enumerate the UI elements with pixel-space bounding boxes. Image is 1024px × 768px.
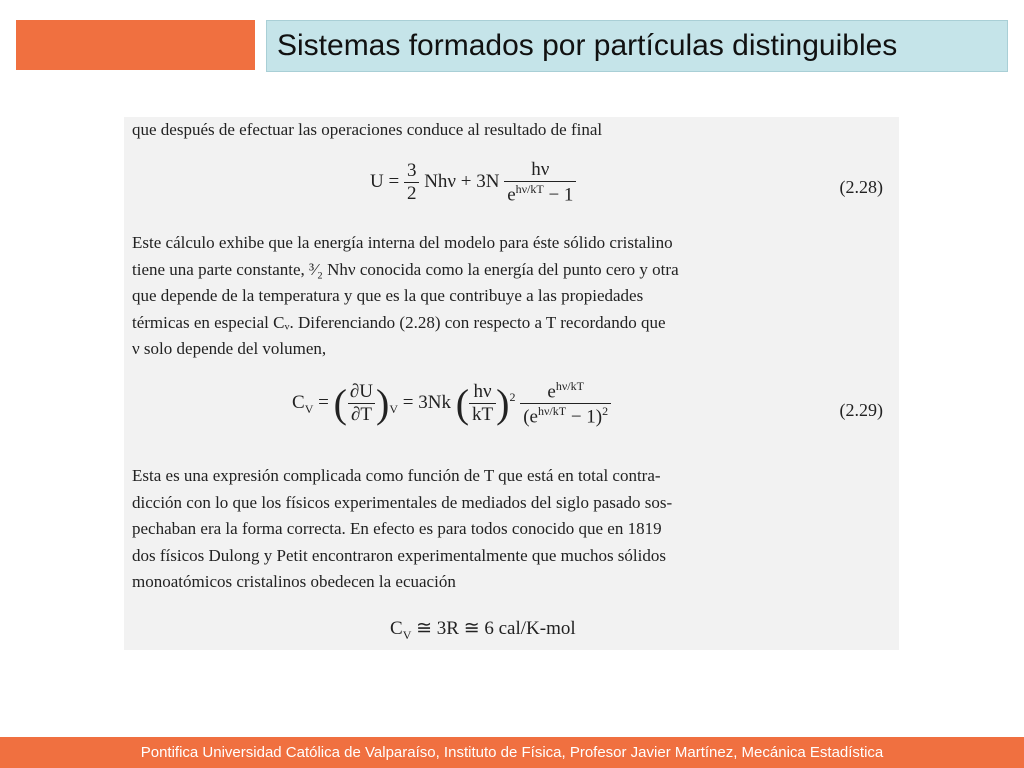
equation-number-2-28: (2.28)	[839, 177, 883, 197]
fraction-hv-over-exp: $\frac{h\nu}{e^{h\nu/kT} - 1}$	[504, 159, 576, 206]
dulong-petit-equation: $C_V$ ≅ 3R ≅ 6 cal/K-mol	[390, 618, 576, 642]
slide-title-box	[266, 20, 1008, 72]
scanned-page	[124, 117, 899, 650]
partial-derivative: $\frac{\partial U}{\partial T}$	[349, 381, 374, 426]
paragraph-2: Esta es una expresión complicada como función de T que está en total contra- dicción con lo que los físicos experimentales de mediados del siglo pasado sos- pechaban era la forma correcta. En efecto es para todos conocido que en 1819 dos físicos Dulong y Petit encontraron experimentalmente que muchos sólidos monoatómicos cristalinos obedecen la ecuación	[132, 466, 673, 591]
accent-block	[16, 20, 255, 70]
fraction-three-halves: $\frac{3}{2}$	[404, 160, 420, 205]
paragraph-1: Este cálculo exhibe que la energía interna del modelo para éste sólido cristalino tiene una parte constante, ³⁄₂ Nhν conocida como la energía del punto cero y otra que depende de la temperatura y que es la que contribuye a las propiedades térmicas en especial Cᵥ. Diferenciando (2.28) con respecto a T recordando que ν solo depende del volumen,	[132, 233, 679, 358]
fraction-hv-kt: $\frac{h\nu}{kT}$	[469, 381, 496, 426]
fraction-exp: $\frac{e^{h\nu/kT}}{(e^{h\nu/kT} - 1)^2}$	[520, 379, 611, 429]
footer-text: Pontifica Universidad Católica de Valparaíso, Instituto de Física, Profesor Javier Martínez, Mecánica Estadística	[140, 744, 884, 761]
footer-bar	[0, 737, 1024, 768]
intro-line: que después de efectuar las operaciones conduce al resultado de final	[132, 120, 603, 139]
equation-2-29: $C_V$ = ( $\frac{\partial U}{\partial T}$ )$_V = 3Nk$ ( $\frac{h\nu}{kT}$ )$^2$ $\frac{e^{h\nu/kT}}{(e^{h\nu/kT} - 1)^2}$	[292, 379, 899, 429]
slide-title: Sistemas formados por partículas distinguibles	[277, 29, 898, 62]
equation-2-28: U = $\frac{3}{2}$ Nhν + 3N $\frac{h\nu}{e^{h\nu/kT} - 1}$	[370, 159, 899, 206]
equation-number-2-29: (2.29)	[839, 400, 883, 420]
